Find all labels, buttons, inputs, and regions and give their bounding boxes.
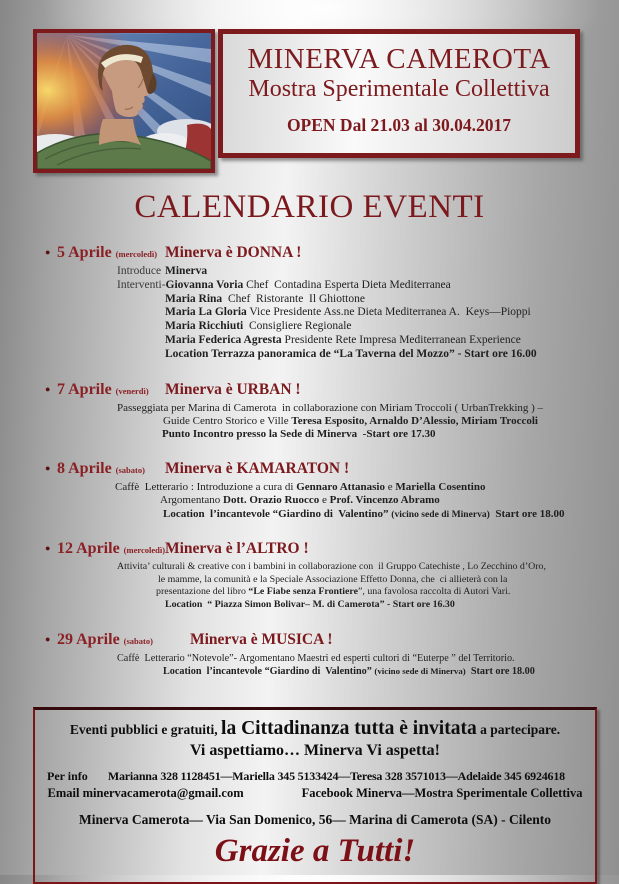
event-head <box>0 244 619 262</box>
text-segment: Start ore 18.00 <box>465 666 535 678</box>
text-segment: Punto Incontro presso la Sede di Minerva -Start ore 17.30 <box>162 427 436 440</box>
text-segment: Mariella Cosentino <box>395 481 486 494</box>
event-detail-row <box>117 279 619 293</box>
event-detail-row <box>165 334 619 348</box>
event-weekday: (venerdì) <box>115 385 149 396</box>
minerva-artwork-image <box>33 29 215 173</box>
event-date: 7 Aprile <box>57 380 112 398</box>
event-detail-row <box>165 306 619 320</box>
text-segment: Minerva <box>165 265 208 277</box>
event-title: Minerva è MUSICA ! <box>190 631 333 649</box>
event-detail-row <box>163 665 619 678</box>
invitation-pre: Eventi pubblici e gratuiti, <box>69 721 222 737</box>
event-weekday: (sabato) <box>115 465 145 476</box>
text-segment: “Le Fiabe senza Frontiere <box>248 586 359 598</box>
event-detail-row <box>162 428 619 441</box>
email-text: Email minervacamerota@gmail.com <box>47 785 244 800</box>
event-date: 12 Aprile <box>57 539 120 557</box>
events-list <box>0 244 619 679</box>
text-segment: Argomentano <box>160 494 224 507</box>
text-segment: Passeggiata per Marina di Camerota in collaborazione con Miriam Troccoli ( UrbanTrekking ) – <box>117 401 544 414</box>
text-segment: Consigliere Regionale <box>243 320 352 333</box>
bullet-icon: ● <box>45 463 51 474</box>
text-segment: Location l’incantevole “Giardino di Valentino” <box>163 507 392 520</box>
text-segment: Maria La Gloria <box>165 306 247 319</box>
event-detail-row <box>163 508 619 521</box>
row-label: Interventi- <box>117 278 166 291</box>
event-detail-row <box>117 652 619 665</box>
event-date-cell <box>57 540 165 558</box>
event-detail-row <box>158 574 619 587</box>
event-date-cell <box>57 244 165 262</box>
text-segment: Start ore 18.00 <box>489 507 565 520</box>
event-detail-row <box>165 348 619 362</box>
event-head <box>0 460 619 478</box>
event-date-cell <box>57 460 165 478</box>
text-segment: Caffè Letterario : Introduzione a cura di <box>115 481 297 494</box>
text-segment: Prof. Vincenzo Abramo <box>329 494 440 507</box>
event-detail-row <box>156 586 619 599</box>
event-date-cell <box>57 631 190 649</box>
text-segment: Maria Ricchiuti <box>165 320 244 333</box>
text-segment: Location Terrazza panoramica de “La Taverna del Mozzo” - Start ore 16.00 <box>165 347 537 360</box>
title-box <box>218 29 580 158</box>
text-segment: (vicino sede di Minerva) <box>374 666 466 677</box>
event-weekday: (sabato) <box>123 636 153 647</box>
calendar-title: CALENDARIO EVENTI <box>134 189 485 225</box>
event-head <box>0 381 619 399</box>
text-segment: Maria Federica Agresta <box>165 333 282 346</box>
address-line: Minerva Camerota— Via San Domenico, 56— Marina di Camerota (SA) - Cilento <box>79 811 551 827</box>
event-head <box>0 540 619 558</box>
footer-contacts-row <box>45 786 585 801</box>
event-date: 5 Aprile <box>57 244 112 261</box>
text-segment: Location l’incantevole “Giardino di Valentino” <box>163 666 375 678</box>
footer-invitation <box>45 718 585 740</box>
text-segment: Guide Centro Storico e Ville <box>163 414 292 427</box>
text-segment: Maria Rina <box>165 292 223 305</box>
event-detail-row <box>115 481 619 494</box>
text-segment: presentazione del libro <box>156 586 249 598</box>
poster-subtitle: Mostra Sperimentale Collettiva <box>248 75 550 102</box>
footer-info-row <box>45 769 585 784</box>
event-item <box>0 460 619 521</box>
bullet-icon: ● <box>45 634 51 645</box>
event-detail-row <box>165 293 619 307</box>
event-title: Minerva è l’ALTRO ! <box>165 539 309 557</box>
text-segment: Presidente Rete Impresa Mediterranean Experience <box>281 333 521 346</box>
event-detail-row <box>160 494 619 507</box>
thanks-message: Grazie a Tutti! <box>214 832 416 869</box>
footer-welcome: Vi aspettiamo… Minerva Vi aspetta! <box>189 741 441 759</box>
text-segment: Chef Ristorante Il Ghiottone <box>222 292 365 305</box>
text-segment: Location “ Piazza Simon Bolivar– M. di Camerota” - Start ore 16.30 <box>165 599 455 611</box>
per-info-label: Per info <box>47 768 88 783</box>
event-detail-row <box>117 265 619 279</box>
text-segment: e <box>319 494 330 507</box>
text-segment: (vicino sede di Minerva) <box>391 508 490 520</box>
text-segment: Vice Presidente Ass.ne Dieta Mediterranea A. Keys—Pioppi <box>246 306 531 319</box>
event-title: Minerva è KAMARATON ! <box>165 460 350 478</box>
bullet-icon: ● <box>45 383 51 394</box>
bullet-icon: ● <box>45 542 51 553</box>
event-item <box>0 631 619 679</box>
invitation-highlight: la Cittadinanza tutta è invitata <box>221 717 477 739</box>
row-label: Introduce <box>117 265 162 277</box>
event-weekday: (mercoledì) <box>123 544 166 555</box>
text-segment: Teresa Esposito, Arnaldo D’Alessio, Miriam Troccoli <box>291 414 538 427</box>
facebook-text: Facebook Minerva—Mostra Sperimentale Collettiva <box>301 785 583 800</box>
event-date: 29 Aprile <box>57 631 120 649</box>
bullet-icon: ● <box>45 247 51 257</box>
event-detail-row <box>117 561 619 574</box>
text-segment: le mamme, la comunità e la Speciale Associazione Effetto Donna, che ci allieterà con la <box>158 573 508 585</box>
event-title: Minerva è URBAN ! <box>165 380 301 398</box>
poster-title: MINERVA CAMEROTA <box>247 43 551 75</box>
text-segment: Chef Contadina Esperta Dieta Mediterranea <box>243 278 451 291</box>
text-segment: ”, una favolosa raccolta di Autori Vari. <box>358 586 511 598</box>
open-dates: OPEN Dal 21.03 al 30.04.2017 <box>286 115 512 136</box>
text-segment: Caffè Letterario “Notevole”- Argomentano Maestri ed esperti cultori di “Euterpe ” del Territorio. <box>117 653 515 665</box>
event-weekday: (mercoledì) <box>115 249 158 259</box>
event-detail-row <box>165 320 619 334</box>
text-segment: Gennaro Attanasio <box>296 481 385 494</box>
phone-numbers: Marianna 328 1128451—Mariella 345 5133424—Teresa 328 3571013—Adelaide 345 6924618 <box>107 768 565 783</box>
event-item <box>0 381 619 442</box>
event-item <box>0 244 619 362</box>
event-date-cell <box>57 381 165 399</box>
event-item <box>0 540 619 613</box>
banner <box>0 0 619 173</box>
footer-box <box>33 707 597 884</box>
text-segment: e <box>384 481 396 494</box>
event-date: 8 Aprile <box>57 460 112 478</box>
invitation-post: a partecipare. <box>476 721 561 737</box>
event-title: Minerva è DONNA ! <box>165 244 302 261</box>
minerva-head-artwork <box>37 33 211 169</box>
text-segment: Giovanna Voria <box>165 278 244 291</box>
text-segment: Dott. Orazio Ruocco <box>223 494 320 507</box>
event-head <box>0 631 619 649</box>
text-segment: Attivita’ culturali & creative con i bambini in collaborazione con il Gruppo Catechiste , Lo Zecchino d’Oro, <box>117 560 546 572</box>
event-detail-row <box>163 415 619 428</box>
event-detail-row <box>165 599 619 612</box>
event-detail-row <box>117 402 619 415</box>
